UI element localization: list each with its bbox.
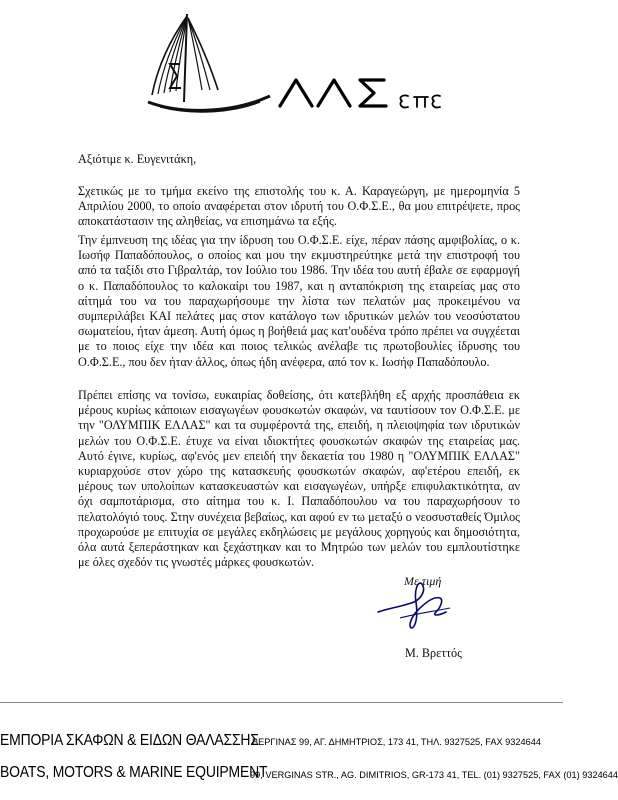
footer-divider: [0, 702, 563, 703]
footer-address-greek: ΒΕΡΓΙΝΑΣ 99, ΑΓ. ΔΗΜΗΤΡΙΟΣ, 173 41, ΤΗΛ. 9327525, FAX 9324644: [252, 737, 541, 747]
company-logo: [140, 10, 470, 120]
logo-suffix: [400, 95, 440, 107]
closing-phrase: Με τιμή: [404, 574, 442, 588]
handwritten-signature: [370, 572, 460, 630]
footer-line-english: [0, 764, 618, 782]
sender-name: Μ. Βρεττός: [405, 646, 462, 660]
logo-lettering: [280, 80, 386, 106]
footer-address-english: 99, VERGINAS STR., AG. DIMITRIOS, GR-173 41, TEL. (01) 9327525, FAX (01) 9324644: [250, 770, 618, 780]
footer-business-greek: ΕΜΠΟΡΙΑ ΣΚΑΦΩΝ & ΕΙΔΩΝ ΘΑΛΑΣΣΗΣ: [0, 732, 259, 749]
salutation: Αξιότιμε κ. Ευγενιτάκη,: [78, 152, 197, 166]
letter-paragraph-2: Την έμπνευση της ιδέας για την ίδρυση του Ο.Φ.Σ.Ε. είχε, πέραν πάσης αμφιβολίας, ο κ. Ιωσήφ Παπαδόπουλος, ο οποίος και μου την εκμυστηρεύτηκε μετά την επιστροφή του από τα ταξίδι στο Γιβραλτάρ, τον Ιούλιο του 1986. Την ιδέα του αυτή έβαλε σε εφαρμογή ο κ. Παπαδόπουλος το καλοκαίρι του 1987, και η ανταπόκριση της εταιρείας μας στο αίτημά του να του παραχωρήσουμε την λίστα των πελατών μας προκειμένου να συμπεριλάβει ΚΑΙ πελάτες μας στον κατάλογο των ιδρυτικών μελών του νεοσύστατου σωματείου, ήταν άμεση. Αυτή όμως η βοήθειά μας κατ'ουδένα τρόπο πρέπει να συγχέεται με το ποιος είχε την ιδέα και ποιος τελικώς ανέλαβε τις πρωτοβουλίες ίδρυσης του Ο.Φ.Σ.Ε., που δεν ήταν άλλος, όπως ήδη ανέφερα, από τον κ. Ιωσήφ Παπαδόπουλο.: [78, 233, 520, 369]
letter-paragraph-3: Πρέπει επίσης να τονίσω, ευκαιρίας δοθείσης, ότι κατεβλήθη εξ αρχής προσπάθεια εκ μέρους κυρίως κάποιων εισαγωγέων φουσκωτών σκαφών, να ταυτίσουν τον Ο.Φ.Σ.Ε. με την "ΟΛΥΜΠΙΚ ΕΛΛΑΣ" και τα συμφέροντά της, επειδή, η πλειοψηφία των ιδρυτικών μελών του Ο.Φ.Σ.Ε. έτυχε να είναι ιδιοκτήτες φουσκωτών σκαφών της εταιρείας μας. Αυτό έγινε, κυρίως, αφ'ενός μεν επειδή την δεκαετία του 1980 η "ΟΛΥΜΠΙΚ ΕΛΛΑΣ" κυριαρχούσε στον χώρο της κατασκευής φουσκωτών σκαφών, αφ'ετέρου επειδή, εκ μέρους των υπολοίπων κατασκευαστών και εισαγωγέων, υπήρξε επιφυλακτικότητα, αν όχι σαμποτάρισμα, στο αίτημα του κ. Ι. Παπαδόπουλου να του παραχωρήσουν το πελατολόγιό τους. Στην συνέχεια βεβαίως, και αφού εν τω μεταξύ ο νεοσυσταθείς Όμιλος προχωρούσε με επιτυχία σε μεγάλες εκδηλώσεις με μεγάλους χορηγούς και δημοσιότητα, όλα αυτά ξεπεράστηκαν και ξεχάστηκαν και το Μητρώο των μελών του εμπλουτίστηκε με όλες σχεδόν τις γνωστές μάρκες φουσκωτών.: [78, 388, 520, 570]
footer-line-greek: [0, 732, 563, 750]
footer-business-english: BOATS, MOTORS & MARINE EQUIPMENT: [0, 764, 268, 781]
letter-paragraph-1: Σχετικώς με το τμήμα εκείνο της επιστολής του κ. Α. Καραγεώργη, με ημερομηνία 5 Απριλίου 2000, το οποίο αναφέρεται στον ιδρυτή του Ο.Φ.Σ.Ε., θα μου επιτρέψετε, προς αποκατάστασιν της αληθείας, να επισημάνω τα εξής.: [78, 184, 520, 229]
sail-icon: [148, 14, 270, 112]
